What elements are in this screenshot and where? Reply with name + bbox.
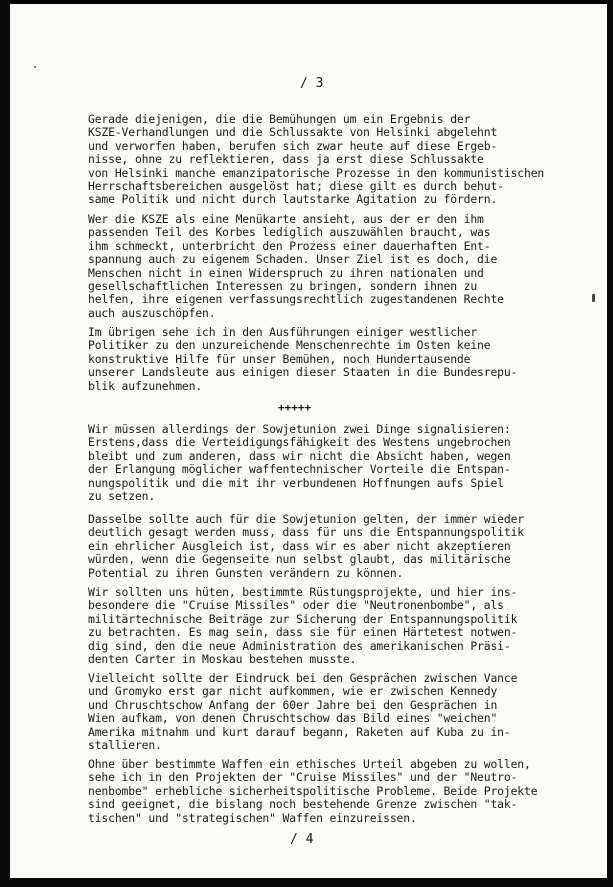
paragraph [88, 672, 593, 752]
text-line: ein ehrlicher Ausgleich ist, dass wir es aber nicht akzeptieren [88, 538, 511, 553]
text-line: gesellschaftlichen Interessen zu bringen, sondern ihnen zu [88, 278, 478, 293]
paragraph [88, 586, 593, 666]
text-line: stallieren. [88, 737, 162, 752]
text-line: Im übrigen sehe ich in den Ausführungen einiger westlicher [88, 325, 478, 339]
text-line: dig sind, den die neue Administration des amerikanischen Präsi- [88, 638, 511, 653]
text-line: passenden Teil des Korbes lediglich auszuwählen braucht, was [88, 225, 491, 240]
page-number-top: / 3 [300, 76, 324, 91]
text-line: KSZE-Verhandlungen und die Schlussakte von Helsinki abgelehnt [88, 125, 498, 140]
text-line: Herrschaftsbereichen ausgelöst hat; diese gilt es durch behut- [88, 178, 504, 193]
paragraph [88, 513, 593, 580]
paragraph [88, 326, 593, 393]
text-line: denten Carter in Moskau bestehen musste. [88, 651, 357, 666]
text-line: Dasselbe sollte auch für die Sowjetunion gelten, der immer wieder [88, 512, 525, 526]
text-line: besondere die "Cruise Missiles" oder die "Neutronenbombe", als [88, 598, 504, 613]
text-line: Ohne über bestimmte Waffen ein ethisches Urteil abgeben zu wollen, [88, 757, 531, 771]
text-line: bleibt und zum anderen, dass wir nicht die Absicht haben, wegen [88, 448, 511, 463]
page-number-bottom: / 4 [290, 832, 314, 847]
scan-border-left [0, 0, 10, 887]
text-line: Politiker zu den unzureichende Menschenrechte im Osten keine [88, 338, 491, 353]
paragraph [88, 213, 593, 320]
text-line: auch auszuschöpfen. [88, 305, 216, 320]
text-line: ihm schmeckt, unterbricht den Prozess einer dauerhaften Ent- [88, 238, 491, 253]
text-line: militärtechnische Beiträge zur Sicherung der Entspannungspolitik [88, 611, 518, 626]
text-line: Wer die KSZE als eine Menükarte ansieht, aus der er den ihm [88, 212, 484, 226]
text-line: deutlich gesagt werden muss, dass für uns die Entspannungspolitik [88, 525, 525, 540]
text-line: blik aufzunehmen. [88, 378, 203, 393]
text-line: nisse, ohne zu reflektieren, dass ja erst diese Schlussakte [88, 152, 484, 167]
scan-border-bottom [0, 878, 613, 887]
text-line: von Helsinki manche emanzipatorische Prozesse in den kommunistischen [88, 165, 545, 180]
text-line: Wien aufkam, von denen Chruschtschow das Bild eines "weichen" [88, 711, 498, 726]
text-line: und Gromyko erst gar nicht aufkommen, wie er zwischen Kennedy [88, 684, 498, 699]
text-line: tischen" und "strategischen" Waffen einzureissen. [88, 810, 417, 825]
scan-border-right [607, 0, 613, 887]
text-line: Wir sollten uns hüten, bestimmte Rüstungsprojekte, und hier ins- [88, 585, 518, 599]
text-line: Gerade diejenigen, die die Bemühungen um ein Ergebnis der [88, 112, 471, 126]
text-line: und verworfen haben, berufen sich zwar heute auf diese Ergeb- [88, 138, 498, 153]
text-line: zu setzen. [88, 488, 156, 503]
document-page [10, 4, 607, 878]
paragraph [88, 758, 593, 825]
text-line: zu betrachten. Es mag sein, dass sie für einen Härtetest notwen- [88, 625, 518, 640]
text-line: Menschen nicht in einen Widerspruch zu ihren nationalen und [88, 265, 484, 280]
paragraph [88, 113, 593, 207]
text-line: nenbombe" erhebliche sicherheitspolitische Probleme. Beide Projekte [88, 783, 538, 798]
text-line: spannung auch zu eigenem Schaden. Unser Ziel ist es doch, die [88, 252, 498, 267]
text-line: würden, wenn die Gegenseite nun selbst glaubt, das militärische [88, 552, 511, 567]
section-separator: +++++ [278, 401, 312, 414]
text-line: konstruktive Hilfe für unser Bemühen, noch Hundertausende [88, 351, 471, 366]
paragraph [88, 423, 593, 503]
text-line: nungspolitik und die mit ihr verbundenen Hoffnungen aufs Spiel [88, 475, 504, 490]
text-line: sind geeignet, die bislang noch bestehende Grenze zwischen "tak- [88, 797, 518, 812]
text-line: Wir müssen allerdings der Sowjetunion zwei Dinge signalisieren: [88, 422, 511, 436]
text-line: der Erlangung möglicher waffentechnischer Vorteile die Entspan- [88, 462, 511, 477]
text-line: und Chruschtschow Anfang der 60er Jahre bei den Gesprächen in [88, 697, 498, 712]
scan-speck [34, 66, 36, 68]
text-line: unserer Landsleute aus einigen dieser Staaten in die Bundesrepu- [88, 365, 518, 380]
text-line: Amerika mitnahm und kurt darauf begann, Raketen auf Kuba zu in- [88, 724, 511, 739]
text-line: same Politik und nicht durch lautstarke Agitation zu fördern. [88, 192, 498, 207]
text-line: Potential zu ihren Gunsten verändern zu können. [88, 565, 404, 580]
text-line: sehe ich in den Projekten der "Cruise Missiles" und der "Neutro- [88, 770, 518, 785]
text-line: Vielleicht sollte der Eindruck bei den Gesprächen zwischen Vance [88, 671, 518, 685]
text-line: Erstens,dass die Verteidigungsfähigkeit des Westens ungebrochen [88, 435, 511, 450]
text-line: helfen, ihre eigenen verfassungsrechtlich zugestandenen Rechte [88, 292, 504, 307]
